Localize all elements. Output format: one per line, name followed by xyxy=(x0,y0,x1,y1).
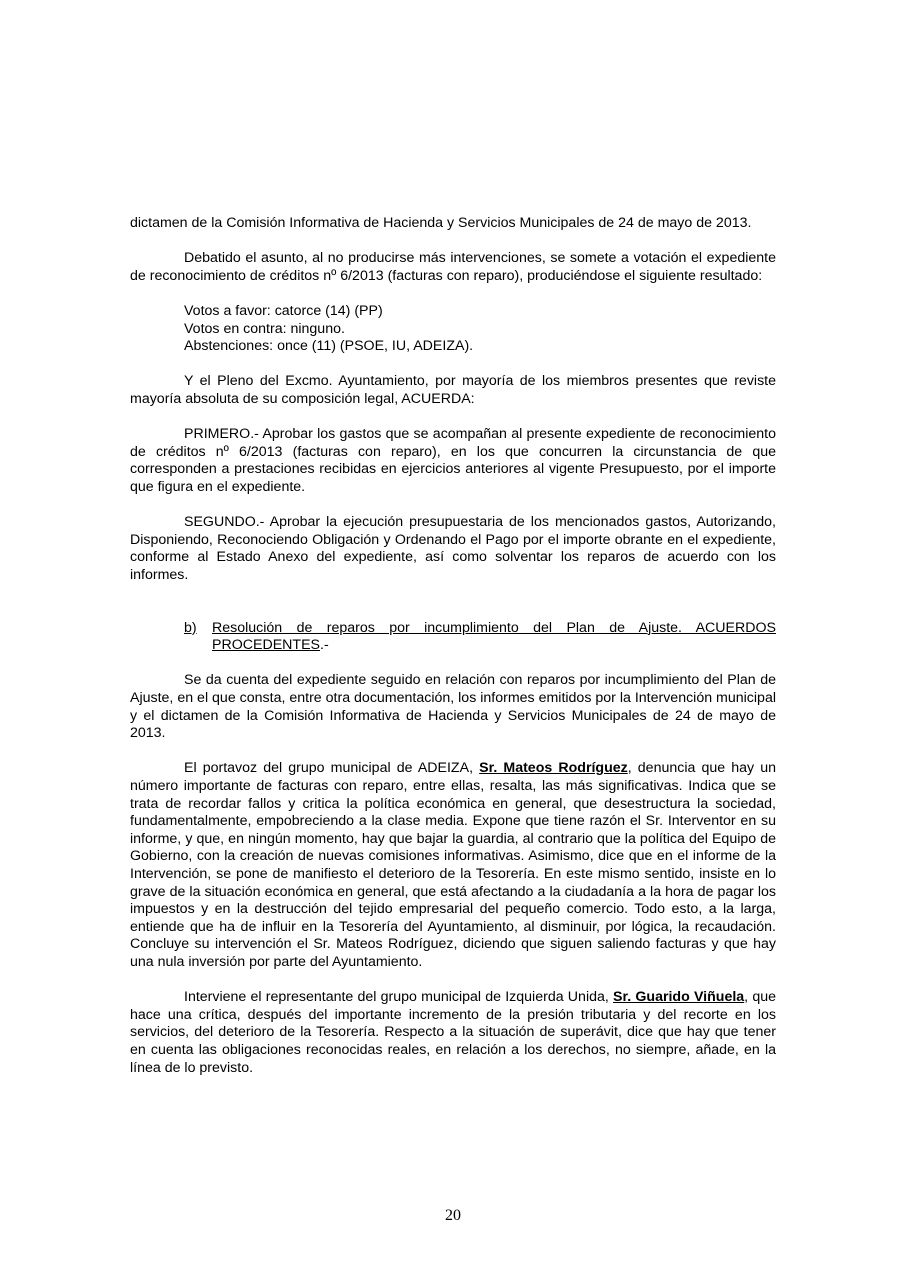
paragraph-expediente-reparos: Se da cuenta del expediente seguido en relación con reparos por incumplimiento del Plan de Ajuste, en el que consta, entre otra documentación, los informes emitidos por la Intervención municipal y el dictamen de la Comisión Informativa de Hacienda y Servicios Municipales de 24 de mayo de 2013. xyxy=(130,672,776,742)
paragraph-iu-intervention xyxy=(130,989,776,1077)
document-body xyxy=(130,215,776,1077)
iu-intro-text: Interviene el representante del grupo municipal de Izquierda Unida, xyxy=(184,989,614,1006)
section-b-title: Resolución de reparos por incumplimiento del Plan de Ajuste. ACUERDOS PROCEDENTES xyxy=(212,619,776,654)
votes-abstentions: Abstenciones: once (11) (PSOE, IU, ADEIZA). xyxy=(184,338,474,355)
paragraph-segundo: SEGUNDO.- Aprobar la ejecución presupuestaria de los mencionados gastos, Autorizando, Disponiendo, Reconociendo Obligación y Ordenando el Pago por el importe obrante en el expediente, conforme al Estado Anexo del expediente, así como solventar los reparos de acuerdo con los informes. xyxy=(130,514,776,583)
paragraph-debate-vote: Debatido el asunto, al no producirse más intervenciones, se somete a votación el expediente de reconocimiento de créditos nº 6/2013 (facturas con reparo), produciéndose el siguiente resultado: xyxy=(130,250,776,284)
speaker-mateos-rodriguez: Sr. Mateos Rodríguez xyxy=(479,760,628,777)
speaker-guarido-vinuela: Sr. Guarido Viñuela xyxy=(613,989,745,1006)
votes-in-favor: Votos a favor: catorce (14) (PP) xyxy=(184,302,383,319)
paragraph-pleno-acuerda: Y el Pleno del Excmo. Ayuntamiento, por mayoría de los miembros presentes que reviste mayoría absoluta de su composición legal, ACUERDA: xyxy=(130,373,776,407)
paragraph-primero: PRIMERO.- Aprobar los gastos que se acompañan al presente expediente de reconocimiento de créditos nº 6/2013 (facturas con reparo), en los que concurren la circunstancia de que corresponden a prestaciones recibidas en ejercicios anteriores al vigente Presupuesto, por el importe que figura en el expediente. xyxy=(130,426,776,495)
section-b-suffix: .- xyxy=(320,637,329,654)
page-number: 20 xyxy=(445,1207,461,1224)
vote-results xyxy=(184,303,776,356)
iu-body-text: , que hace una crítica, después del importante incremento de la presión tributaria y del recorte en los servicios, del deterioro de la Tesorería. Respecto a la situación de superávit, dice que hay que tener en cuenta las obligaciones reconocidas reales, en relación a los derechos, no siempre, añade, en la línea de lo previsto. xyxy=(130,989,776,1076)
votes-against: Votos en contra: ninguno. xyxy=(184,320,345,337)
adeiza-body-text: , denuncia que hay un número importante de facturas con reparo, entre ellas, resalta, las más significativas. Indica que se trata de recordar fallos y critica la política económica en general, que desestructura la sociedad, fundamentalmente, empobreciendo a la clase media. Expone que tiene razón el Sr. Interventor en su informe, y que, en ningún momento, hay que bajar la guardia, al contrario que la política del Equipo de Gobierno, con la creación de nuevas comisiones informativas. Asimismo, dice que en el informe de la Intervención, se pone de manifiesto el deterioro de la Tesorería. En este mismo sentido, insiste en lo grave de la situación económica en general, que está afectando a la ciudadanía a la hora de pagar los impuestos y en la destrucción del tejido empresarial del pequeño comercio. Todo esto, a la larga, entiende que ha de influir en la Tesorería del Ayuntamiento, al disminuir, por lógica, la recaudación. Concluye su intervención el Sr. Mateos Rodríguez, diciendo que siguen saliendo facturas y que hay una nula inversión por parte del Ayuntamiento. xyxy=(130,760,777,970)
section-b-label: b) xyxy=(184,619,197,636)
paragraph-dictamen-continuation: dictamen de la Comisión Informativa de Hacienda y Servicios Municipales de 24 de mayo de 2013. xyxy=(130,215,752,231)
section-b-heading xyxy=(184,620,776,655)
paragraph-adeiza-intervention xyxy=(130,760,776,971)
adeiza-intro-text: El portavoz del grupo municipal de ADEIZA, xyxy=(184,760,480,777)
